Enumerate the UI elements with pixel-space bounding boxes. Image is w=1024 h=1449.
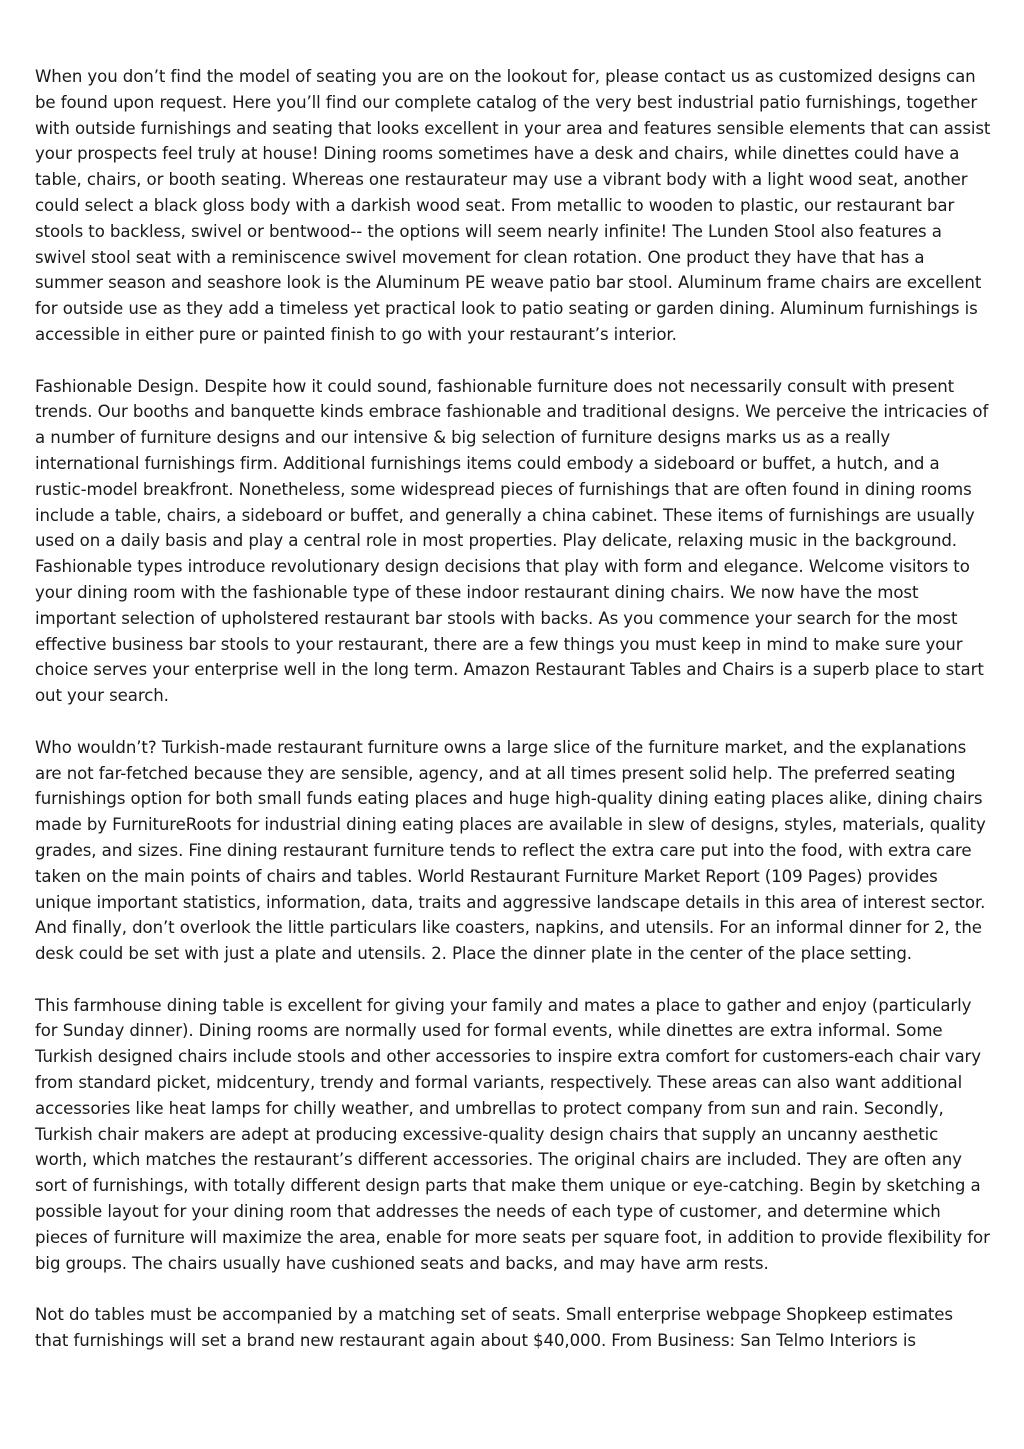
paragraph-5: Not do tables must be accompanied by a matching set of seats. Small enterprise webpage Shopkeep estimates that furnishings will set a brand new restaurant again about $40,000. From Business: San Telmo Interiors is bbox=[35, 1305, 953, 1351]
paragraph-4: This farmhouse dining table is excellent for giving your family and mates a place to gather and enjoy (particularly for Sunday dinner). Dining rooms are normally used for formal events, while dinettes are extra informal. Some Turkish designed chairs include stools and other accessories to inspire extra comfort for customers-each chair vary from standard picket, midcentury, trendy and formal variants, respectively. These areas can also want additional accessories like heat lamps for chilly weather, and umbrellas to protect company from sun and rain. Secondly, Turkish chair makers are adept at producing excessive-quality design chairs that supply an uncanny aesthetic worth, which matches the restaurant’s different accessories. The original chairs are included. They are often any sort of furnishings, with totally different design parts that make them unique or eye-catching. Begin by sketching a possible layout for your dining room that addresses the needs of each type of customer, and determine which pieces of furniture will maximize the area, enable for more seats per square foot, in addition to provide flexibility for big groups. The chairs usually have cushioned seats and backs, and may have arm rests. bbox=[35, 995, 990, 1273]
paragraph-2: Fashionable Design. Despite how it could sound, fashionable furniture does not necessarily consult with present trends. Our booths and banquette kinds embrace fashionable and traditional designs. We perceive the intricacies of a number of furniture designs and our intensive & big selection of furniture designs marks us as a really international furnishings firm. Additional furnishings items could embody a sideboard or buffet, a hutch, and a rustic-model breakfront. Nonetheless, some widespread pieces of furnishings that are often found in dining rooms include a table, chairs, a sideboard or buffet, and generally a china cabinet. These items of furnishings are usually used on a daily basis and play a central role in most properties. Play delicate, relaxing music in the background. Fashionable types introduce revolutionary design decisions that play with form and elegance. Welcome visitors to your dining room with the fashionable type of these indoor restaurant dining chairs. We now have the most important selection of upholstered restaurant bar stools with backs. As you commence your search for the most effective business bar stools to your restaurant, there are a few things you must keep in mind to make sure your choice serves your enterprise well in the long term. Amazon Restaurant Tables and Chairs is a superb place to start out your search. bbox=[35, 376, 989, 706]
paragraph-1: When you don’t find the model of seating you are on the lookout for, please contact us as customized designs can be found upon request. Here you’ll find our complete catalog of the very best industrial patio furnishings, together with outside furnishings and seating that looks excellent in your area and features sensible elements that can assist your prospects feel truly at house! Dining rooms sometimes have a desk and chairs, while dinettes could have a table, chairs, or booth seating. Whereas one restaurateur may use a vibrant body with a light wood seat, another could select a black gloss body with a darkish wood seat. From metallic to wooden to plastic, our restaurant bar stools to backless, swivel or bentwood-- the options will seem nearly infinite! The Lunden Stool also features a swivel stool seat with a reminiscence swivel movement for clean rotation. One product they have that has a summer season and seashore look is the Aluminum PE weave patio bar stool. Aluminum frame chairs are excellent for outside use as they add a timeless yet practical look to patio seating or garden dining. Aluminum furnishings is accessible in either pure or painted finish to go with your restaurant’s interior. bbox=[35, 67, 991, 344]
paragraph-3: Who wouldn’t? Turkish-made restaurant furniture owns a large slice of the furniture market, and the explanations are not far-fetched because they are sensible, agency, and at all times present solid help. The preferred seating furnishings option for both small funds eating places and huge high-quality dining eating places alike, dining chairs made by FurnitureRoots for industrial dining eating places are available in slew of designs, styles, materials, quality grades, and sizes. Fine dining restaurant furniture tends to reflect the extra care put into the food, with extra care taken on the main points of chairs and tables. World Restaurant Furniture Market Report (109 Pages) provides unique important statistics, information, data, traits and aggressive landscape details in this area of interest sector. And finally, don’t overlook the little particulars like coasters, napkins, and utensils. For an informal dinner for 2, the desk could be set with just a plate and utensils. 2. Place the dinner plate in the center of the place setting. bbox=[35, 737, 986, 964]
document-body bbox=[35, 64, 991, 1380]
